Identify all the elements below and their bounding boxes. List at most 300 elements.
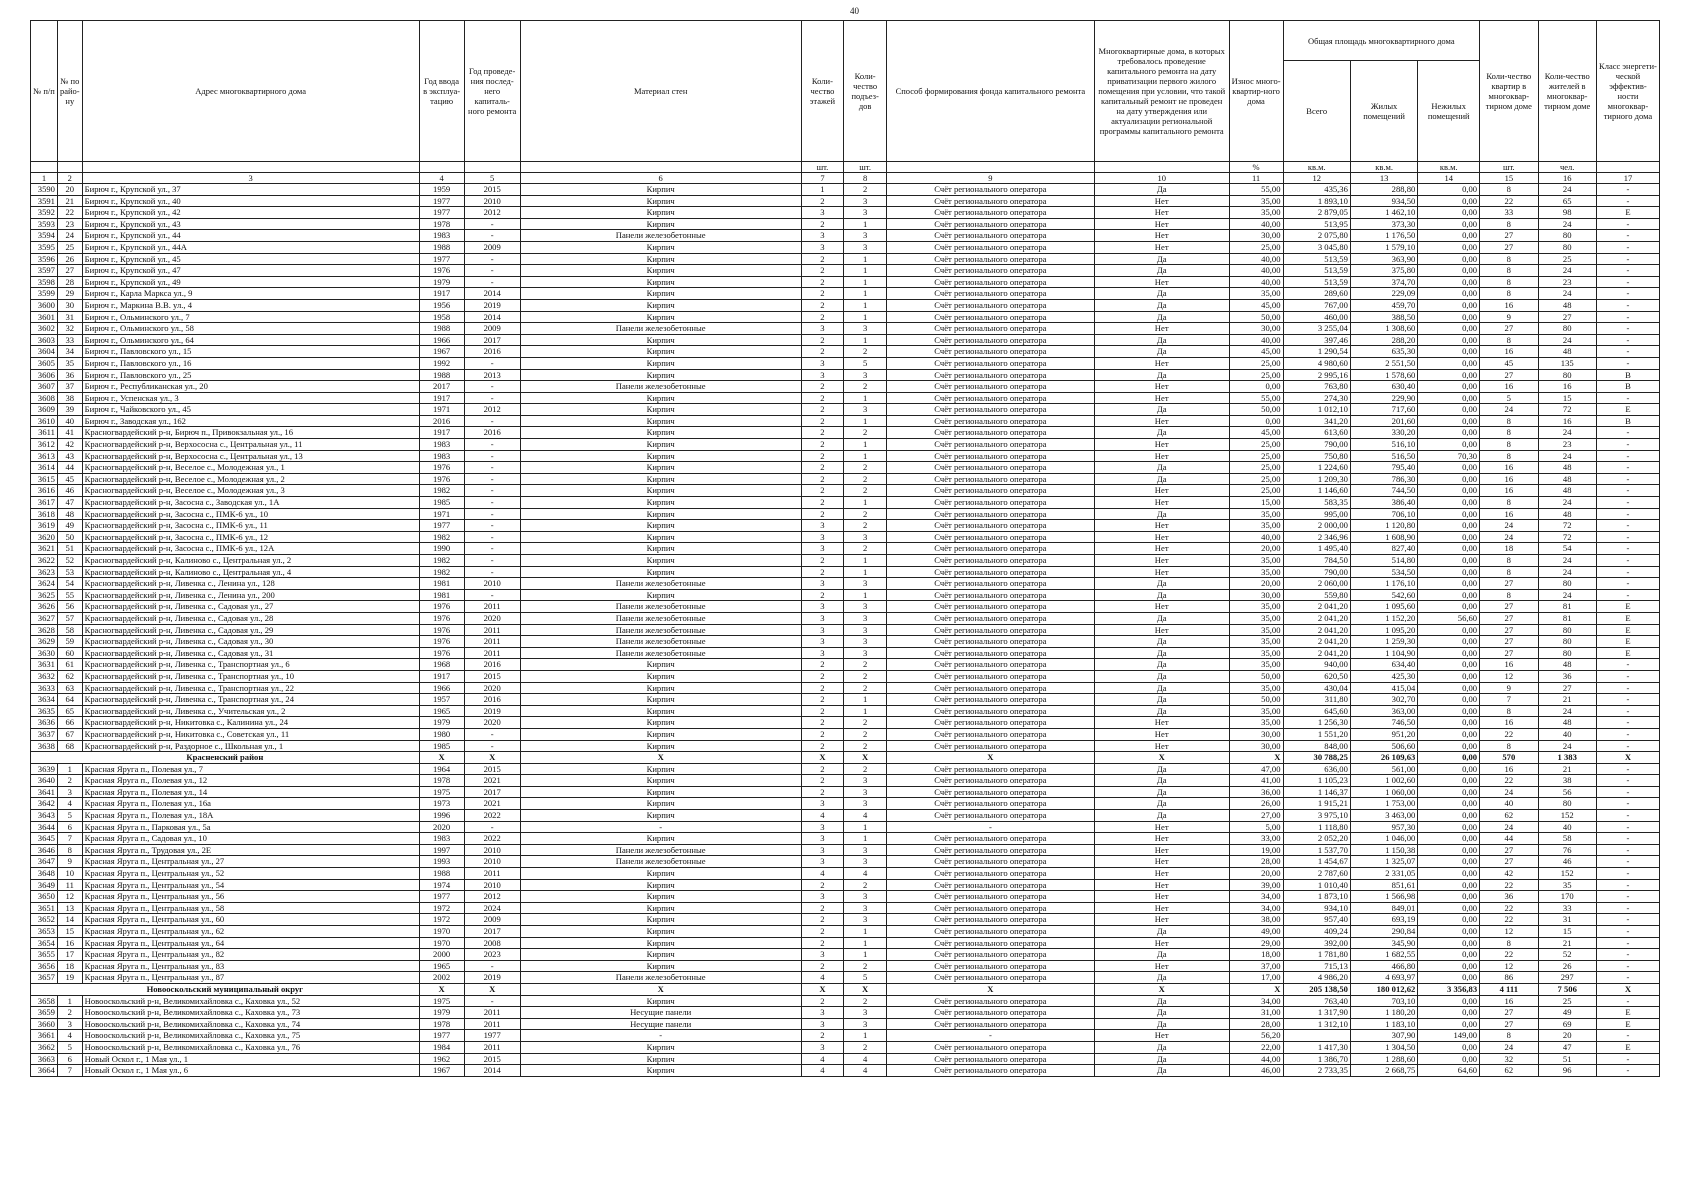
table-cell: 1964 (419, 763, 464, 775)
table-cell: Счёт регионального оператора (886, 1065, 1094, 1077)
table-row (31, 798, 1660, 810)
table-cell: 3625 (31, 589, 58, 601)
table-cell: Бирюч г., Ольминского ул., 64 (82, 334, 419, 346)
table-cell: Бирюч г., Успенская ул., 3 (82, 392, 419, 404)
table-cell: 3 (801, 578, 844, 590)
table-cell: 2 (844, 995, 887, 1007)
table-cell: Красная Яруга п., Центральная ул., 83 (82, 960, 419, 972)
table-row (31, 891, 1660, 903)
table-cell: 3600 (31, 299, 58, 311)
table-cell: 583,35 (1283, 497, 1350, 509)
table-cell: 388,50 (1350, 311, 1417, 323)
table-cell: 2 (801, 450, 844, 462)
table-cell: 1974 (419, 879, 464, 891)
table-cell: 34,00 (1229, 891, 1283, 903)
table-cell: 3624 (31, 578, 58, 590)
table-cell: 1 146,37 (1283, 786, 1350, 798)
table-cell: 0,00 (1418, 543, 1480, 555)
column-number-cell: 7 (801, 173, 844, 184)
units-row (31, 162, 1660, 173)
section-total-cell: 30 788,25 (1283, 752, 1350, 764)
table-cell: 2 041,20 (1283, 647, 1350, 659)
table-cell: 16 (1480, 473, 1538, 485)
table-cell: Бирюч г., Республиканская ул., 20 (82, 381, 419, 393)
table-cell: 23 (1538, 439, 1596, 451)
table-cell: Е (1596, 404, 1659, 416)
table-cell: 37 (57, 381, 82, 393)
table-cell: 72 (1538, 520, 1596, 532)
table-cell: Нет (1094, 601, 1229, 613)
table-cell: 1 (844, 1030, 887, 1042)
table-cell: Кирпич (520, 589, 801, 601)
table-cell: Красногвардейский р-н, Раздорное с., Школьная ул., 1 (82, 740, 419, 752)
table-cell: 2019 (464, 705, 520, 717)
table-cell: Счёт регионального оператора (886, 636, 1094, 648)
table-cell: - (1596, 520, 1659, 532)
table-cell: 45,00 (1229, 299, 1283, 311)
table-cell: 1 (844, 288, 887, 300)
table-cell: Да (1094, 670, 1229, 682)
table-cell: 1 183,10 (1350, 1018, 1417, 1030)
table-cell: 1 (844, 299, 887, 311)
table-cell: 51 (57, 543, 82, 555)
table-cell: Счёт регионального оператора (886, 485, 1094, 497)
table-cell: Кирпич (520, 450, 801, 462)
table-cell: 392,00 (1283, 937, 1350, 949)
table-cell: 54 (1538, 543, 1596, 555)
table-cell: 703,10 (1350, 995, 1417, 1007)
table-cell: 0,00 (1418, 902, 1480, 914)
table-cell: 2002 (419, 972, 464, 984)
table-cell: Счёт регионального оператора (886, 543, 1094, 555)
table-row (31, 682, 1660, 694)
table-cell: 4 (801, 868, 844, 880)
table-cell: Новооскольский р-н, Великомихайловка с., Каховка ул., 52 (82, 995, 419, 1007)
table-row (31, 612, 1660, 624)
table-cell: 951,20 (1350, 728, 1417, 740)
table-cell: 28,00 (1229, 856, 1283, 868)
table-cell: 59 (57, 636, 82, 648)
table-cell: Кирпич (520, 415, 801, 427)
table-cell: 2011 (464, 624, 520, 636)
table-cell: 80 (1538, 369, 1596, 381)
table-cell: Панели железобетонные (520, 636, 801, 648)
table-cell: Счёт регионального оператора (886, 1018, 1094, 1030)
table-cell: 2 (801, 740, 844, 752)
table-cell: Бирюч г., Ольминского ул., 58 (82, 323, 419, 335)
table-cell: 2016 (464, 659, 520, 671)
table-cell: 1971 (419, 404, 464, 416)
table-cell: Счёт регионального оператора (886, 902, 1094, 914)
table-cell: Нет (1094, 821, 1229, 833)
table-cell: 2 (801, 566, 844, 578)
table-cell: 1976 (419, 636, 464, 648)
table-cell: 2 (844, 473, 887, 485)
table-cell: 1970 (419, 937, 464, 949)
table-cell: 24 (1480, 531, 1538, 543)
table-cell: 3645 (31, 833, 58, 845)
table-cell: Да (1094, 578, 1229, 590)
table-cell: 363,90 (1350, 253, 1417, 265)
table-cell: Красногвардейский р-н, Верхососна с., Центральная ул., 11 (82, 439, 419, 451)
table-cell: 513,59 (1283, 253, 1350, 265)
table-cell: 48 (57, 508, 82, 520)
table-cell: 1996 (419, 810, 464, 822)
table-cell: Кирпич (520, 427, 801, 439)
table-cell: Е (1596, 1018, 1659, 1030)
table-cell: 4 (844, 1053, 887, 1065)
table-cell: Да (1094, 427, 1229, 439)
table-cell: 27 (1480, 1007, 1538, 1019)
table-cell: - (464, 960, 520, 972)
table-cell: Нет (1094, 728, 1229, 740)
table-cell: 2010 (464, 578, 520, 590)
table-cell: 49 (1538, 1007, 1596, 1019)
table-cell: 1 304,50 (1350, 1041, 1417, 1053)
table-cell: Кирпич (520, 497, 801, 509)
table-cell: 35,00 (1229, 195, 1283, 207)
table-cell: 1 (844, 439, 887, 451)
table-cell: 3 (801, 601, 844, 613)
table-cell: 1976 (419, 473, 464, 485)
table-cell: 86 (1480, 972, 1538, 984)
table-cell: 2 551,50 (1350, 357, 1417, 369)
table-cell: 1985 (419, 740, 464, 752)
table-cell: 3 (801, 1007, 844, 1019)
table-cell: Кирпич (520, 241, 801, 253)
table-cell: Красная Яруга п., Полевая ул., 14 (82, 786, 419, 798)
table-cell: 4 980,60 (1283, 357, 1350, 369)
table-cell: - (1596, 462, 1659, 474)
table-row (31, 207, 1660, 219)
table-cell: 2 668,75 (1350, 1065, 1417, 1077)
table-cell: 0,00 (1418, 636, 1480, 648)
table-cell: Бирюч г., Крупской ул., 44А (82, 241, 419, 253)
table-cell: Счёт регионального оператора (886, 624, 1094, 636)
table-row (31, 439, 1660, 451)
table-row (31, 914, 1660, 926)
section-total-cell: X (1596, 983, 1659, 995)
table-cell: 746,50 (1350, 717, 1417, 729)
table-cell: 4 (801, 1065, 844, 1077)
table-cell: Е (1596, 601, 1659, 613)
table-cell: 27,00 (1229, 810, 1283, 822)
table-cell: 56,20 (1229, 1030, 1283, 1042)
table-cell: 0,00 (1418, 856, 1480, 868)
table-row (31, 381, 1660, 393)
table-cell: 1 176,10 (1350, 578, 1417, 590)
table-cell: 1 118,80 (1283, 821, 1350, 833)
table-cell: 0,00 (1418, 323, 1480, 335)
table-cell: 8 (1480, 253, 1538, 265)
table-cell: 466,80 (1350, 960, 1417, 972)
table-cell: Счёт регионального оператора (886, 184, 1094, 196)
table-cell: - (1596, 868, 1659, 880)
table-cell: 3593 (31, 218, 58, 230)
table-cell: 96 (1538, 1065, 1596, 1077)
table-cell: Кирпич (520, 926, 801, 938)
table-cell: 2 (844, 670, 887, 682)
table-cell: Бирюч г., Крупской ул., 49 (82, 276, 419, 288)
table-cell: - (464, 531, 520, 543)
table-cell: Нет (1094, 520, 1229, 532)
header-cell: № п/п (31, 21, 58, 162)
table-cell: 1 010,40 (1283, 879, 1350, 891)
table-cell: 3 (844, 786, 887, 798)
table-cell: 80 (1538, 636, 1596, 648)
table-cell: 3 (844, 844, 887, 856)
table-cell: 1 317,90 (1283, 1007, 1350, 1019)
table-cell: Кирпич (520, 705, 801, 717)
table-row (31, 288, 1660, 300)
table-cell: 341,20 (1283, 415, 1350, 427)
table-cell: 27 (1480, 612, 1538, 624)
table-cell: Кирпич (520, 369, 801, 381)
table-cell: Красногвардейский р-н, Ливенка с., Учительская ул., 2 (82, 705, 419, 717)
table-cell: Счёт регионального оператора (886, 462, 1094, 474)
table-row (31, 995, 1660, 1007)
table-cell: 8 (1480, 740, 1538, 752)
table-cell: Бирюч г., Крупской ул., 44 (82, 230, 419, 242)
table-cell: 35,00 (1229, 636, 1283, 648)
table-cell: 2016 (464, 346, 520, 358)
table-cell: 1 176,50 (1350, 230, 1417, 242)
table-cell: 2 (844, 520, 887, 532)
table-cell: 3663 (31, 1053, 58, 1065)
table-cell: Нет (1094, 439, 1229, 451)
table-cell: 744,50 (1350, 485, 1417, 497)
table-cell: 2 (844, 682, 887, 694)
table-cell: 2 (801, 1030, 844, 1042)
table-cell: 1 012,10 (1283, 404, 1350, 416)
table-cell: Панели железобетонные (520, 601, 801, 613)
table-cell: 2 995,16 (1283, 369, 1350, 381)
header-group-area: Общая площадь многоквартирного дома (1283, 21, 1480, 61)
table-cell: 72 (1538, 404, 1596, 416)
column-number-cell: 1 (31, 173, 58, 184)
table-cell: 0,00 (1418, 415, 1480, 427)
table-cell: - (1596, 717, 1659, 729)
table-cell: 3607 (31, 381, 58, 393)
table-row (31, 636, 1660, 648)
table-cell: Счёт регионального оператора (886, 346, 1094, 358)
table-cell: 514,80 (1350, 555, 1417, 567)
table-cell: Нет (1094, 717, 1229, 729)
table-cell: 22 (1480, 195, 1538, 207)
table-row (31, 1041, 1660, 1053)
table-cell: 81 (1538, 612, 1596, 624)
table-cell: Кирпич (520, 439, 801, 451)
table-cell: 0,00 (1418, 462, 1480, 474)
table-cell: 3 975,10 (1283, 810, 1350, 822)
table-cell: 2 (844, 462, 887, 474)
section-total-cell: X (520, 752, 801, 764)
table-cell: Кирпич (520, 960, 801, 972)
table-cell (1283, 1030, 1350, 1042)
table-cell: Кирпич (520, 299, 801, 311)
table-cell: Кирпич (520, 311, 801, 323)
table-cell: Красногвардейский р-н, Никитовка с., Советская ул., 11 (82, 728, 419, 740)
table-cell: 0,00 (1418, 439, 1480, 451)
table-cell: Нет (1094, 497, 1229, 509)
unit-cell: кв.м. (1283, 162, 1350, 173)
table-cell: 0,00 (1418, 508, 1480, 520)
header-cell: Способ формирования фонда капитального ремонта (886, 21, 1094, 162)
table-cell: 18,00 (1229, 949, 1283, 961)
table-cell: Нет (1094, 276, 1229, 288)
table-cell: 66 (57, 717, 82, 729)
table-cell: 0,00 (1418, 670, 1480, 682)
table-cell: Несущие панели (520, 1007, 801, 1019)
table-cell: 386,40 (1350, 497, 1417, 509)
table-cell: 28 (57, 276, 82, 288)
section-total-cell: X (464, 983, 520, 995)
unit-cell: чел. (1538, 162, 1596, 173)
table-cell: 0,00 (1418, 624, 1480, 636)
table-cell: 30,00 (1229, 230, 1283, 242)
table-row (31, 543, 1660, 555)
table-cell: 1976 (419, 601, 464, 613)
table-cell: 3 (844, 207, 887, 219)
table-cell: 3606 (31, 369, 58, 381)
column-number-cell: 5 (464, 173, 520, 184)
table-cell: 0,00 (1418, 497, 1480, 509)
table-cell: 2 (844, 543, 887, 555)
column-number-cell: 14 (1418, 173, 1480, 184)
table-cell: 42 (1480, 868, 1538, 880)
table-cell: 3 (844, 404, 887, 416)
unit-cell (464, 162, 520, 173)
column-number-cell: 13 (1350, 173, 1417, 184)
table-cell: 645,60 (1283, 705, 1350, 717)
table-cell: 201,60 (1350, 415, 1417, 427)
table-cell: 1 308,60 (1350, 323, 1417, 335)
table-cell: 1 325,07 (1350, 856, 1417, 868)
table-cell: 1988 (419, 369, 464, 381)
table-cell: 16 (57, 937, 82, 949)
table-cell: 8 (57, 844, 82, 856)
table-body (31, 184, 1660, 1077)
table-cell: 0,00 (1418, 392, 1480, 404)
table-cell: 3651 (31, 902, 58, 914)
table-cell: 2012 (464, 404, 520, 416)
table-cell: 68 (57, 740, 82, 752)
table-cell: 3661 (31, 1030, 58, 1042)
table-cell: 2012 (464, 207, 520, 219)
table-cell: Панели железобетонные (520, 230, 801, 242)
table-cell: 1976 (419, 647, 464, 659)
table-cell: Красногвардейский р-н, Веселое с., Молодежная ул., 2 (82, 473, 419, 485)
table-cell: Счёт регионального оператора (886, 717, 1094, 729)
table-cell: 48 (1538, 659, 1596, 671)
table-cell: 2015 (464, 670, 520, 682)
table-cell: 40,00 (1229, 218, 1283, 230)
table-cell: Счёт регионального оператора (886, 612, 1094, 624)
table-cell: 0,00 (1229, 381, 1283, 393)
table-cell: 35,00 (1229, 520, 1283, 532)
table-cell: Красногвардейский р-н, Калиново с., Центральная ул., 4 (82, 566, 419, 578)
table-cell: 3 (801, 230, 844, 242)
table-cell: 290,84 (1350, 926, 1417, 938)
table-cell: 1 180,20 (1350, 1007, 1417, 1019)
table-cell: Да (1094, 659, 1229, 671)
table-cell: Нет (1094, 1030, 1229, 1042)
table-cell: - (520, 1030, 801, 1042)
table-cell: 1957 (419, 694, 464, 706)
table-cell: 2011 (464, 1041, 520, 1053)
table-cell: 1983 (419, 439, 464, 451)
table-cell: - (1596, 497, 1659, 509)
table-cell: 27 (1480, 601, 1538, 613)
table-cell: 0,00 (1418, 891, 1480, 903)
table-cell: 2009 (464, 323, 520, 335)
table-cell: 1 (844, 276, 887, 288)
table-cell: 0,00 (1418, 995, 1480, 1007)
table-cell: 289,60 (1283, 288, 1350, 300)
table-cell: Е (1596, 636, 1659, 648)
table-cell: Нет (1094, 381, 1229, 393)
table-cell: - (1596, 740, 1659, 752)
table-cell: 4 (801, 810, 844, 822)
table-cell: 1962 (419, 1053, 464, 1065)
table-cell: 8 (1480, 427, 1538, 439)
table-cell: 1 (844, 334, 887, 346)
table-cell: 2000 (419, 949, 464, 961)
table-cell: Кирпич (520, 253, 801, 265)
table-cell: 1997 (419, 844, 464, 856)
section-total-cell: 4 111 (1480, 983, 1538, 995)
table-cell: - (1596, 891, 1659, 903)
table-cell: 3628 (31, 624, 58, 636)
table-cell: Кирпич (520, 995, 801, 1007)
table-cell: 0,00 (1418, 346, 1480, 358)
table-cell: 8 (1480, 589, 1538, 601)
table-cell: 3590 (31, 184, 58, 196)
table-row (31, 705, 1660, 717)
table-cell: 25,00 (1229, 450, 1283, 462)
table-cell: 2 041,20 (1283, 624, 1350, 636)
section-total-cell: X (1229, 983, 1283, 995)
table-cell: 3 (844, 647, 887, 659)
column-number-cell: 11 (1229, 173, 1283, 184)
table-cell: 2 (844, 1041, 887, 1053)
table-cell: 3631 (31, 659, 58, 671)
table-row (31, 763, 1660, 775)
table-cell: 1 (57, 763, 82, 775)
table-cell: 2011 (464, 868, 520, 880)
table-cell: 2 (844, 184, 887, 196)
table-cell: 47 (57, 497, 82, 509)
table-cell: 27 (1480, 369, 1538, 381)
table-cell: Да (1094, 775, 1229, 787)
table-cell: 31 (1538, 914, 1596, 926)
table-cell: 1 753,00 (1350, 798, 1417, 810)
table-cell: - (1596, 810, 1659, 822)
table-cell: 2010 (464, 844, 520, 856)
table-cell: 72 (1538, 531, 1596, 543)
table-cell: 64,60 (1418, 1065, 1480, 1077)
table-cell: 1982 (419, 531, 464, 543)
table-cell: Да (1094, 299, 1229, 311)
table-cell: 7 (57, 833, 82, 845)
table-cell: Красная Яруга п., Полевая ул., 7 (82, 763, 419, 775)
table-cell: Е (1596, 207, 1659, 219)
table-cell: 3 (844, 914, 887, 926)
table-cell: 1 386,70 (1283, 1053, 1350, 1065)
table-cell: Счёт регионального оператора (886, 601, 1094, 613)
table-cell: 790,00 (1283, 566, 1350, 578)
table-cell: 0,00 (1418, 578, 1480, 590)
